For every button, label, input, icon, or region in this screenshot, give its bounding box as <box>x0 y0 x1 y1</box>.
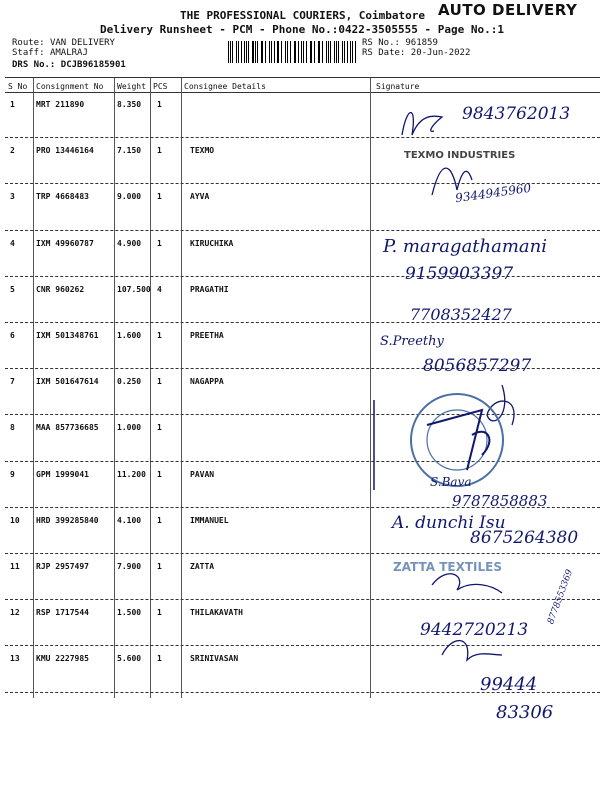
cell-sno: 4 <box>10 238 15 248</box>
cell-pcs: 1 <box>157 562 162 571</box>
barcode-bar <box>334 41 335 63</box>
cell-sno: 13 <box>10 654 20 664</box>
barcode-bar <box>278 41 279 63</box>
cell-sno: 6 <box>10 331 15 340</box>
cell-consignee: PREETHA <box>190 331 224 340</box>
barcode-bar <box>228 41 229 63</box>
cell-pcs: 1 <box>157 515 162 525</box>
signature-phone-row6: 8056857297 <box>423 356 532 376</box>
rs-no-label: RS No.: <box>362 38 400 48</box>
cell-consignment: RJP 2957497 <box>36 562 89 571</box>
barcode-bar <box>344 41 345 63</box>
cell-pcs: 1 <box>157 423 162 433</box>
cell-consignment: GPM 1999041 <box>36 469 89 479</box>
cell-consignment: MRT 211890 <box>36 100 85 109</box>
cell-consignment: RSP 1717544 <box>36 608 89 618</box>
signature-scribble-4 <box>432 574 502 593</box>
cell-sno: 1 <box>10 100 15 109</box>
cell-consignment: KMU 2227985 <box>36 654 89 664</box>
barcode-bar <box>285 41 286 63</box>
cell-consignment: PRO 13446164 <box>36 146 94 156</box>
cell-consignment: IXM 501348761 <box>36 331 99 340</box>
signature-phone-row1: 9843762013 <box>462 104 571 124</box>
signature-name-row4: P. maragathamani <box>383 236 548 257</box>
cell-sno: 12 <box>10 608 20 618</box>
barcode-bar <box>326 41 327 63</box>
column-divider <box>114 78 115 698</box>
barcode-bar <box>252 41 253 63</box>
route-field <box>12 38 115 48</box>
cell-sno: 7 <box>10 377 15 387</box>
staff-field <box>12 48 88 58</box>
cell-consignment: TRP 4668483 <box>36 192 89 202</box>
barcode-bar <box>271 41 272 63</box>
cell-weight: 8.350 <box>117 100 142 109</box>
cell-consignment: MAA 857736685 <box>36 423 99 433</box>
signature-phone-row5: 7708352427 <box>410 305 512 324</box>
signature-name-row9: S.Bava <box>430 475 472 489</box>
col-header-sno: S No <box>8 82 28 91</box>
cell-consignee: ZATTA <box>190 562 215 571</box>
column-divider <box>370 78 371 698</box>
cell-weight: 107.500 <box>117 284 151 294</box>
cell-pcs: 1 <box>157 469 162 479</box>
column-divider <box>150 78 151 698</box>
cell-pcs: 1 <box>157 192 162 202</box>
cell-weight: 4.100 <box>117 515 142 525</box>
col-header-consignee: Consignee Details <box>184 82 266 91</box>
barcode-bar <box>310 41 311 63</box>
signature-scribble-1 <box>402 113 442 136</box>
cell-consignee: IMMANUEL <box>190 515 229 525</box>
cell-weight: 1.500 <box>117 608 142 618</box>
signature-phone-row13: 99444 <box>480 674 538 695</box>
barcode-bar <box>241 41 242 63</box>
runsheet-subtitle: Delivery Runsheet - PCM - Phone No.:0422-3505555 - Page No.:1 <box>100 23 504 36</box>
cell-consignment: CNR 960262 <box>36 284 85 294</box>
barcode <box>228 41 358 63</box>
barcode-bar <box>248 41 249 63</box>
barcode-bar <box>311 41 312 63</box>
barcode-bar <box>338 41 339 63</box>
column-divider <box>181 78 182 698</box>
cell-sno: 10 <box>10 515 20 525</box>
cell-weight: 1.000 <box>117 423 142 433</box>
cell-consignee: SRINIVASAN <box>190 654 239 664</box>
cell-pcs: 1 <box>157 100 162 109</box>
signature-scribble-5 <box>442 641 502 660</box>
rs-no-field <box>362 38 438 48</box>
route-value: VAN DELIVERY <box>49 38 115 48</box>
cell-consignee: TEXMO <box>190 146 215 156</box>
cell-pcs: 1 <box>157 238 162 248</box>
cell-consignment: IXM 501647614 <box>36 377 99 387</box>
cell-pcs: 1 <box>157 608 162 618</box>
signature-phone-row9: 9787858883 <box>452 492 548 510</box>
barcode-bar <box>261 41 262 63</box>
rs-date-label: RS Date: <box>362 48 406 58</box>
company-title: THE PROFESSIONAL COURIERS, Coimbatore <box>180 9 426 22</box>
cell-sno: 9 <box>10 469 15 479</box>
cell-weight: 7.150 <box>117 146 142 156</box>
barcode-bar <box>287 41 288 63</box>
barcode-bar <box>319 41 320 63</box>
staff-label: Staff: <box>12 48 45 58</box>
rs-no-value: 961859 <box>405 38 438 48</box>
cell-consignee: KIRUCHIKA <box>190 238 234 248</box>
cell-consignee: NAGAPPA <box>190 377 224 387</box>
cell-sno: 11 <box>10 562 20 571</box>
rs-date-field <box>362 48 470 58</box>
cell-weight: 9.000 <box>117 192 142 202</box>
cell-weight: 1.600 <box>117 331 142 340</box>
signature-name-row6: S.Preethy <box>380 334 444 349</box>
barcode-bar <box>236 41 237 63</box>
rs-date-value: 20-Jun-2022 <box>410 48 471 58</box>
route-label: Route: <box>12 38 45 48</box>
cell-pcs: 4 <box>157 284 162 294</box>
header-bottom-rule <box>5 92 600 93</box>
cell-weight: 0.250 <box>117 377 142 387</box>
cell-weight: 5.600 <box>117 654 142 664</box>
cell-consignee: PRAGATHI <box>190 284 229 294</box>
signature-phone-row12: 9442720213 <box>420 620 529 640</box>
cell-consignment: IXM 49960787 <box>36 238 94 248</box>
stamp-texmo: TEXMO INDUSTRIES <box>404 150 516 161</box>
column-divider <box>33 78 34 698</box>
signature-phone-row10: 8675264380 <box>470 528 579 548</box>
cell-pcs: 1 <box>157 331 162 340</box>
barcode-bar <box>295 41 296 63</box>
round-stamp-inner <box>427 410 487 470</box>
staff-value: AMALRAJ <box>49 48 88 58</box>
cell-consignee: THILAKAVATH <box>190 608 243 618</box>
signature-name-row10: A. dunchi Isu <box>392 513 506 533</box>
drs-field <box>12 60 126 70</box>
cell-sno: 8 <box>10 423 15 433</box>
cell-pcs: 1 <box>157 377 162 387</box>
barcode-bar <box>265 41 266 63</box>
signature-phone-row4: 9159903397 <box>405 264 514 284</box>
col-header-signature: Signature <box>376 82 420 91</box>
col-header-weight: Weight <box>117 82 146 91</box>
col-header-pcs: PCS <box>153 82 168 91</box>
table-top-rule <box>5 77 600 78</box>
barcode-bar <box>303 41 304 63</box>
auto-delivery-badge: AUTO DELIVERY <box>438 1 578 19</box>
col-header-consignment: Consignment No <box>36 82 104 91</box>
signature-phone-row3: 9344945960 <box>454 180 532 206</box>
signature-extra-row12: 8778553369 <box>546 568 576 626</box>
cell-weight: 7.900 <box>117 562 142 571</box>
cell-weight: 4.900 <box>117 238 142 248</box>
cell-consignment: HRD 399285840 <box>36 515 99 525</box>
drs-value: DCJB96185901 <box>60 60 126 70</box>
cell-sno: 2 <box>10 146 15 156</box>
barcode-bar <box>352 41 353 63</box>
drs-label: DRS No.: <box>12 60 56 70</box>
cell-sno: 5 <box>10 284 15 294</box>
stamp-zatta: ZATTA TEXTILES <box>393 560 503 574</box>
cell-pcs: 1 <box>157 146 162 156</box>
cell-weight: 11.200 <box>117 469 146 479</box>
cell-sno: 3 <box>10 192 15 202</box>
cell-consignee: AYVA <box>190 192 210 202</box>
cell-consignee: PAVAN <box>190 469 215 479</box>
cell-pcs: 1 <box>157 654 162 664</box>
signature-phone-row13-b: 83306 <box>496 702 554 723</box>
signature-scribble-3 <box>487 385 514 425</box>
